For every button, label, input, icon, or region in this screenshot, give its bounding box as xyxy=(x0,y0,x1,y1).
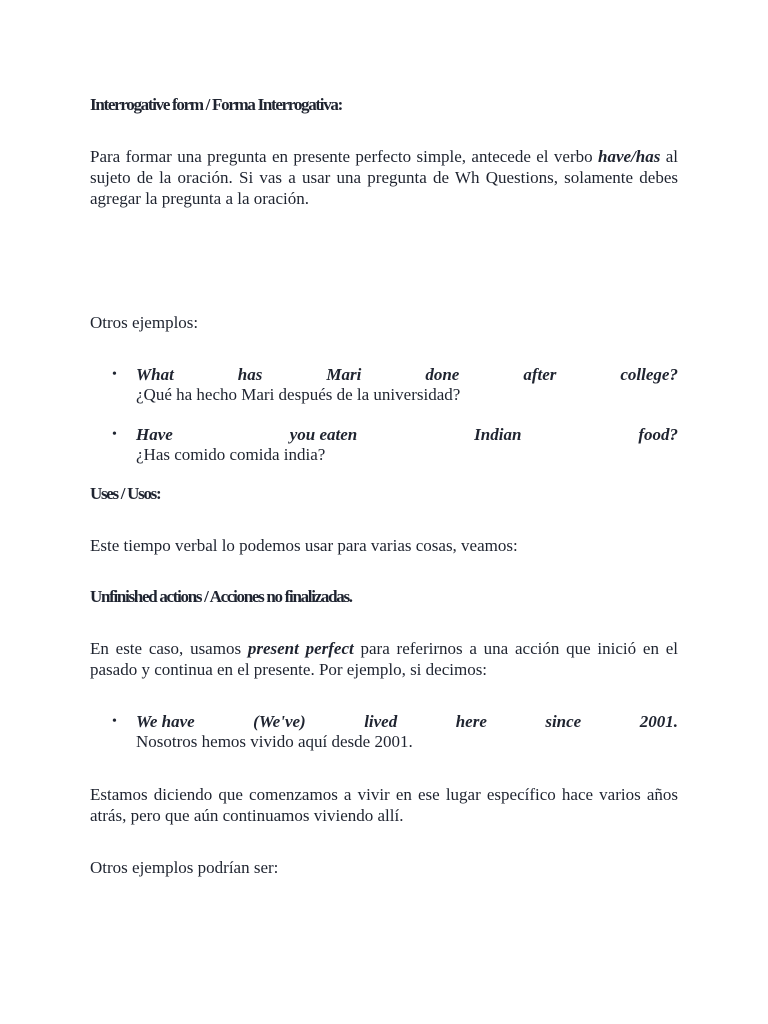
example-translation: ¿Qué ha hecho Mari después de la universidad? xyxy=(136,385,461,404)
example-word: (We've) xyxy=(253,712,306,731)
example-word: has xyxy=(237,365,263,384)
unfinished-actions-heading: Unfinished actions / Acciones no finalizadas. xyxy=(90,587,352,606)
bullet-icon: • xyxy=(112,427,117,442)
example-word: after xyxy=(523,365,557,384)
example-word: done xyxy=(425,365,460,384)
example-word: here xyxy=(455,712,487,731)
explanation-paragraph: Estamos diciendo que comenzamos a vivir en ese lugar específico hace varios años atrás, pero que aún continuamos viviendo allí. xyxy=(90,785,678,825)
interrogative-text-1: Para formar una pregunta en presente perfecto simple, antecede el verbo xyxy=(90,147,598,166)
bullet-icon: • xyxy=(112,367,117,382)
interrogative-text-2: al sujeto de la oración. Si vas a usar una pregunta de Wh Questions, solamente debes agregar la pregunta a la oración. xyxy=(90,147,678,208)
example-word: We have xyxy=(136,712,195,731)
bullet-icon: • xyxy=(112,714,117,729)
example-word: Have xyxy=(136,425,173,444)
example-word: Mari xyxy=(326,365,362,384)
unfinished-text-2: para referirnos a una acción que inició en el pasado y continua en el presente. Por ejemplo, si decimos: xyxy=(90,639,678,679)
example-word: since xyxy=(545,712,582,731)
uses-heading: Uses / Usos: xyxy=(90,484,161,503)
unfinished-text-1: En este caso, usamos xyxy=(90,639,248,658)
example-word: college? xyxy=(620,365,678,384)
example-word: you eaten xyxy=(289,425,358,444)
present-perfect-emphasis: present perfect xyxy=(247,639,354,658)
uses-paragraph: Este tiempo verbal lo podemos usar para varias cosas, veamos: xyxy=(90,536,518,555)
example-sentence xyxy=(136,712,678,732)
example-sentence xyxy=(136,425,678,445)
other-examples-label: Otros ejemplos: xyxy=(90,313,199,332)
example-word: food? xyxy=(638,425,678,444)
unfinished-actions-paragraph xyxy=(90,638,678,680)
example-word: What xyxy=(136,365,174,384)
other-examples-label-2: Otros ejemplos podrían ser: xyxy=(90,858,279,877)
interrogative-paragraph xyxy=(90,146,678,209)
example-word: lived xyxy=(364,712,398,731)
example-word: Indian xyxy=(474,425,522,444)
example-sentence xyxy=(136,365,678,385)
have-has-emphasis: have/has xyxy=(598,147,661,166)
example-translation: Nosotros hemos vivido aquí desde 2001. xyxy=(136,732,413,751)
example-translation: ¿Has comido comida india? xyxy=(136,445,326,464)
example-word: 2001. xyxy=(639,712,678,731)
interrogative-heading: Interrogative form / Forma Interrogativa: xyxy=(90,95,342,114)
